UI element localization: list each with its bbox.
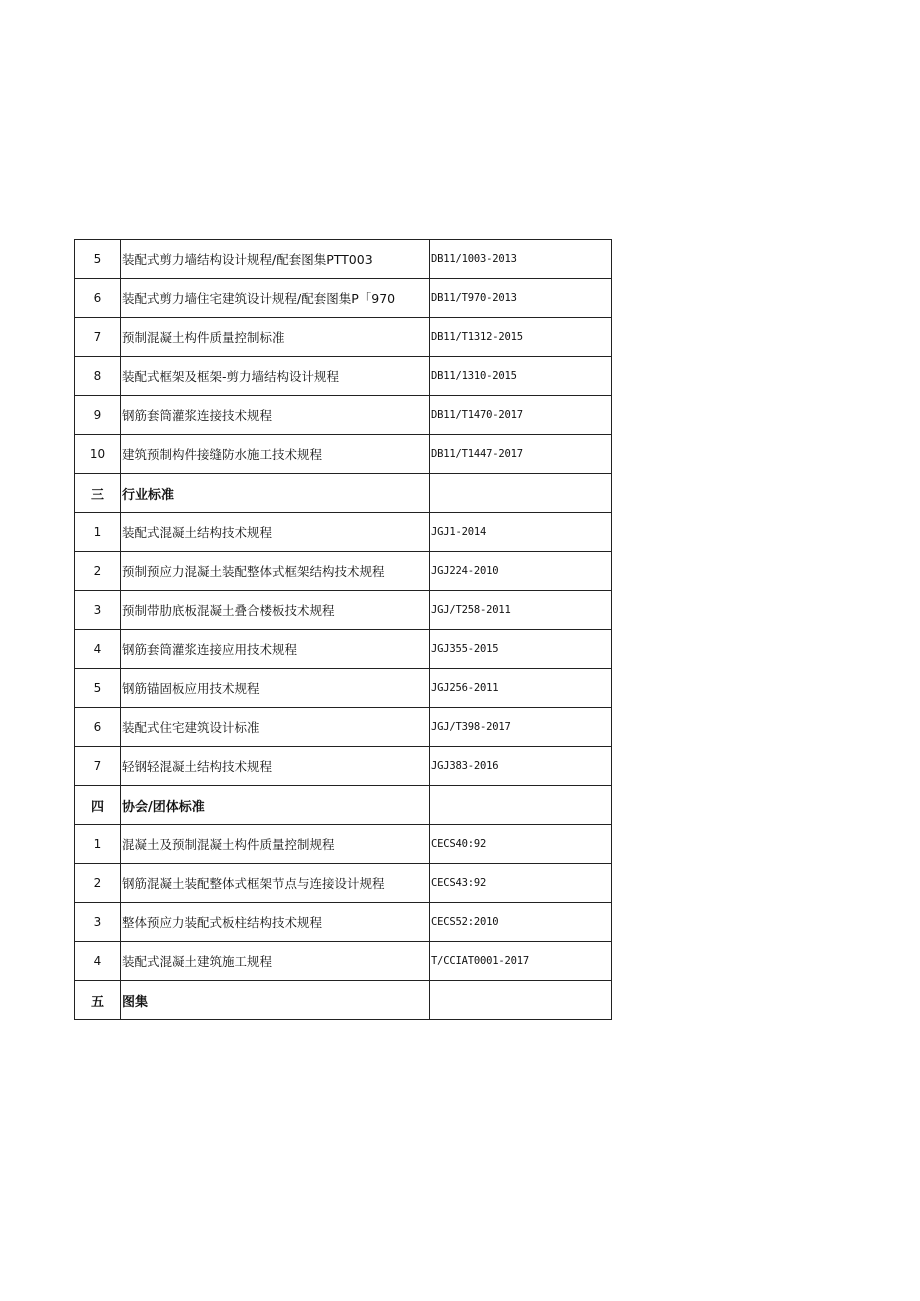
standard-code: CECS40:92 xyxy=(430,825,612,864)
row-number: 4 xyxy=(75,942,121,981)
standard-name: 轻钢轻混凝土结构技术规程 xyxy=(121,747,430,786)
standard-code: DB11/T1470-2017 xyxy=(430,396,612,435)
standard-code: CECS43:92 xyxy=(430,864,612,903)
standard-name: 整体预应力装配式板柱结构技术规程 xyxy=(121,903,430,942)
table-row xyxy=(75,357,612,396)
table-row xyxy=(75,435,612,474)
row-number: 5 xyxy=(75,240,121,279)
row-number: 2 xyxy=(75,864,121,903)
standard-code: DB11/1310-2015 xyxy=(430,357,612,396)
section-number: 四 xyxy=(75,786,121,825)
standard-name: 装配式剪力墙住宅建筑设计规程/配套图集P「970 xyxy=(121,279,430,318)
standard-code: JGJ1-2014 xyxy=(430,513,612,552)
standard-name: 预制混凝土构件质量控制标准 xyxy=(121,318,430,357)
row-number: 3 xyxy=(75,591,121,630)
standard-code: JGJ/T398-2017 xyxy=(430,708,612,747)
standard-name: 钢筋混凝土装配整体式框架节点与连接设计规程 xyxy=(121,864,430,903)
standards-table xyxy=(74,239,612,1020)
table-body xyxy=(75,240,612,1020)
standard-name: 预制带肋底板混凝土叠合楼板技术规程 xyxy=(121,591,430,630)
table-row xyxy=(75,942,612,981)
row-number: 3 xyxy=(75,903,121,942)
table-row xyxy=(75,396,612,435)
table-row xyxy=(75,708,612,747)
row-number: 10 xyxy=(75,435,121,474)
row-number: 1 xyxy=(75,825,121,864)
table-row xyxy=(75,747,612,786)
standard-name: 钢筋套筒灌浆连接应用技术规程 xyxy=(121,630,430,669)
section-number: 五 xyxy=(75,981,121,1020)
row-number: 8 xyxy=(75,357,121,396)
standard-code xyxy=(430,786,612,825)
standard-code xyxy=(430,981,612,1020)
standard-code: DB11/T970-2013 xyxy=(430,279,612,318)
table-row xyxy=(75,864,612,903)
standard-code: JGJ383-2016 xyxy=(430,747,612,786)
row-number: 9 xyxy=(75,396,121,435)
table-row xyxy=(75,825,612,864)
standard-name: 装配式混凝土结构技术规程 xyxy=(121,513,430,552)
standard-name: 预制预应力混凝土装配整体式框架结构技术规程 xyxy=(121,552,430,591)
section-title: 行业标准 xyxy=(121,474,430,513)
standard-name: 混凝土及预制混凝土构件质量控制规程 xyxy=(121,825,430,864)
standard-code: DB11/T1312-2015 xyxy=(430,318,612,357)
row-number: 6 xyxy=(75,279,121,318)
standard-code: DB11/T1447-2017 xyxy=(430,435,612,474)
standard-code: JGJ355-2015 xyxy=(430,630,612,669)
standard-name: 装配式剪力墙结构设计规程/配套图集PTT003 xyxy=(121,240,430,279)
section-title: 协会/团体标准 xyxy=(121,786,430,825)
standard-name: 装配式混凝土建筑施工规程 xyxy=(121,942,430,981)
standard-name: 装配式框架及框架-剪力墙结构设计规程 xyxy=(121,357,430,396)
standard-code xyxy=(430,474,612,513)
standard-code: T/CCIAT0001-2017 xyxy=(430,942,612,981)
standard-name: 建筑预制构件接缝防水施工技术规程 xyxy=(121,435,430,474)
row-number: 4 xyxy=(75,630,121,669)
row-number: 5 xyxy=(75,669,121,708)
standard-code: DB11/1003-2013 xyxy=(430,240,612,279)
row-number: 7 xyxy=(75,318,121,357)
standard-name: 钢筋锚固板应用技术规程 xyxy=(121,669,430,708)
table-row xyxy=(75,903,612,942)
section-number: 三 xyxy=(75,474,121,513)
table-row xyxy=(75,630,612,669)
table-row xyxy=(75,669,612,708)
table-row xyxy=(75,240,612,279)
standard-name: 装配式住宅建筑设计标准 xyxy=(121,708,430,747)
table-row xyxy=(75,513,612,552)
standard-code: JGJ/T258-2011 xyxy=(430,591,612,630)
row-number: 6 xyxy=(75,708,121,747)
standard-name: 钢筋套筒灌浆连接技术规程 xyxy=(121,396,430,435)
standard-code: JGJ256-2011 xyxy=(430,669,612,708)
standard-code: JGJ224-2010 xyxy=(430,552,612,591)
row-number: 7 xyxy=(75,747,121,786)
row-number: 2 xyxy=(75,552,121,591)
section-header-row xyxy=(75,981,612,1020)
table-row xyxy=(75,591,612,630)
section-header-row xyxy=(75,474,612,513)
table-row xyxy=(75,318,612,357)
row-number: 1 xyxy=(75,513,121,552)
section-header-row xyxy=(75,786,612,825)
standard-code: CECS52:2010 xyxy=(430,903,612,942)
table-row xyxy=(75,279,612,318)
section-title: 图集 xyxy=(121,981,430,1020)
table-row xyxy=(75,552,612,591)
